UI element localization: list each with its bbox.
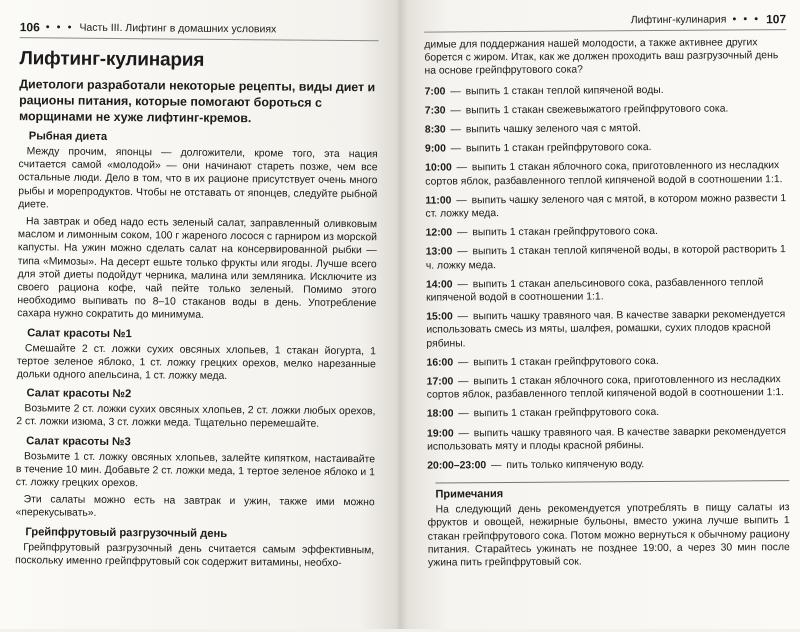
section-heading: Салат красоты №1 bbox=[27, 326, 132, 340]
paragraph: Грейпфрутовый разгрузочный день считается самым эффективным, поскольку именно грейпфрутовый сок содержит витамины, необхо- bbox=[15, 541, 375, 569]
schedule-entry: 8:30 — выпить чашку зеленого чая с мятой. bbox=[424, 123, 641, 136]
notes-heading: Примечания bbox=[435, 480, 789, 500]
left-running-head bbox=[20, 20, 379, 41]
schedule-text: выпить чашку травяного чая. В качестве заварки рекомендуется использовать мяту и плоды красной рябины. bbox=[427, 425, 787, 453]
section-heading: Рыбная диета bbox=[28, 130, 108, 143]
schedule-time: 7:00 bbox=[424, 86, 446, 98]
schedule-text: выпить 1 стакан яблочного сока, приготовленного из несладких сортов яблок, разбавленного теплой кипяченой водой в соотношении 1:1. bbox=[425, 160, 783, 188]
schedule-entry: 20:00–23:00 — пить только кипяченую воду. bbox=[427, 459, 645, 472]
schedule-entry: 17:00 — выпить 1 стакан яблочного сока, приготовленного из несладких сортов яблок, разбавленного теплой кипяченой водой в соотношении 1:1. bbox=[426, 374, 785, 401]
schedule-text: выпить 1 стакан грейпфрутового сока. bbox=[465, 142, 652, 155]
paragraph: Эти салаты можно есть на завтрак и ужин, также ими можно «перекусывать». bbox=[15, 494, 375, 520]
schedule-text: выпить 1 стакан апельсинового сока, разбавленного теплой кипяченой водой в соотношении 1:1. bbox=[426, 277, 764, 304]
right-running-head bbox=[424, 12, 786, 33]
schedule-entry: 15:00 — выпить чашку травяного чая. В качестве заварки рекомендуется использовать смесь из мяты, шалфея, ромашки, сухих плодов красной рябины. bbox=[426, 309, 786, 350]
schedule-entry: 18:00 — выпить 1 стакан грейпфрутового сока. bbox=[426, 407, 660, 421]
paragraph: Между прочим, японцы — долгожители, кроме того, эта нация считается самой «молодой» — они начинают стареть позже, чем все остальные люди. Дело в том, что в их рационе присутствует очень много рыбы и морепродуктов. Чтобы не отставать от японцев, следуйте рыбной диете. bbox=[18, 146, 378, 211]
schedule-time: 9:00 bbox=[424, 143, 446, 155]
schedule-entry: 14:00 — выпить 1 стакан апельсинового сока, разбавленного теплой кипяченой водой в соотношении 1:1. bbox=[425, 277, 764, 304]
notes-paragraph: На следующий день рекомендуется употреблять в пищу салаты из фруктов и овощей, нежирные бульоны, вместо ужина лучше выпить 1 стакан грейпфрутового сока. Потом можно вернуться к обычному рациону питания. Старайтесь ужинать не позднее 19:00, а через 30 мин после ужина пить грейпфрутовый сок. bbox=[427, 502, 790, 569]
schedule-time: 16:00 bbox=[426, 357, 454, 369]
schedule-time: 7:30 bbox=[424, 105, 446, 117]
schedule-time: 14:00 bbox=[425, 279, 453, 291]
schedule-time: 17:00 bbox=[426, 376, 454, 388]
left-page-number: 106 bbox=[19, 20, 40, 35]
right-dots: • • • bbox=[732, 13, 761, 26]
right-running-title: Лифтинг-кулинария bbox=[630, 13, 727, 27]
schedule-text: пить только кипяченую воду. bbox=[506, 459, 645, 472]
schedule-text: выпить 1 стакан свежевыжатого грейпфрутового сока. bbox=[465, 103, 729, 117]
schedule-text: выпить 1 стакан грейпфрутового сока. bbox=[472, 226, 658, 239]
section-heading: Салат красоты №3 bbox=[26, 434, 131, 448]
schedule-text: выпить 1 стакан теплой кипяченой воды, в которой растворить 1 ч. ложку меда. bbox=[425, 244, 786, 272]
schedule-entry: 7:00 — выпить 1 стакан теплой кипяченой воды. bbox=[424, 84, 664, 98]
schedule-entry: 9:00 — выпить 1 стакан грейпфрутового сока. bbox=[424, 142, 652, 155]
schedule-time: 18:00 bbox=[426, 408, 454, 421]
schedule-time: 19:00 bbox=[426, 428, 454, 440]
schedule-entry: 11:00 — выпить чашку зеленого чая с мятой, в котором можно развести 1 ст. ложку меда. bbox=[425, 192, 787, 220]
schedule-entry: 12:00 — выпить 1 стакан грейпфрутового сока. bbox=[425, 226, 658, 239]
left-page bbox=[0, 0, 395, 632]
schedule-text: выпить чашку зеленого чая с мятой, в котором можно развести 1 ст. ложку меда. bbox=[425, 192, 787, 220]
schedule-time: 10:00 bbox=[425, 162, 452, 175]
schedule-time: 8:30 bbox=[424, 124, 446, 136]
chapter-title: Лифтинг-кулинария bbox=[19, 48, 205, 71]
continued-text: димые для поддержания нашей молодости, а также активнее других борется с жиром. Итак, как же должен проходить ваш разгрузочный день на основе грейпфрутового сока? bbox=[424, 37, 779, 78]
schedule-text: выпить 1 стакан яблочного сока, приготовленного из несладких сортов яблок, разбавленного теплой кипяченой водой в соотношении 1:1. bbox=[426, 374, 785, 401]
schedule-entry: 13:00 — выпить 1 стакан теплой кипяченой воды, в которой растворить 1 ч. ложку меда. bbox=[425, 244, 786, 272]
schedule-entry: 10:00 — выпить 1 стакан яблочного сока, приготовленного из несладких сортов яблок, разбавленного теплой кипяченой водой в соотношении 1:1. bbox=[425, 160, 783, 188]
schedule-text: выпить чашку зеленого чая с мятой. bbox=[465, 123, 641, 136]
right-page-number: 107 bbox=[766, 12, 787, 27]
right-page bbox=[402, 0, 800, 632]
schedule-text: выпить 1 стакан грейпфрутового сока. bbox=[473, 355, 659, 369]
paragraph: Смешайте 2 ст. ложки сухих овсяных хлопьев, 1 стакан йогурта, 1 тертое зеленое яблоко, 1 ст. ложку грецких орехов, мелко нарезанные дольки одного апельсина, 1 ст. ложку меда. bbox=[16, 342, 376, 383]
schedule-text: выпить 1 стакан теплой кипяченой воды. bbox=[465, 84, 664, 97]
schedule-text: выпить чашку травяного чая. В качестве заварки рекомендуется использовать смесь из мяты, шалфея, ромашки, сухих плодов красной рябины. bbox=[426, 309, 786, 350]
schedule-time: 15:00 bbox=[426, 311, 453, 323]
left-running-title: Часть III. Лифтинг в домашних условиях bbox=[79, 21, 277, 36]
section-heading: Грейпфрутовый разгрузочный день bbox=[25, 525, 228, 540]
schedule-time: 20:00–23:00 bbox=[427, 460, 487, 472]
schedule-entry: 16:00 — выпить 1 стакан грейпфрутового сока. bbox=[426, 355, 659, 369]
schedule-entry: 7:30 — выпить 1 стакан свежевыжатого грейпфрутового сока. bbox=[424, 103, 729, 117]
paragraph: Возьмите 1 ст. ложку овсяных хлопьев, залейте кипятком, настаивайте в течение 10 мин. Добавьте 2 ст. ложки меда, 1 тертое зеленое яблоко и 1 ст. ложку грецких орехов. bbox=[15, 450, 376, 490]
schedule-text: выпить 1 стакан грейпфрутового сока. bbox=[473, 407, 660, 420]
section-heading: Салат красоты №2 bbox=[26, 387, 132, 401]
schedule-time: 13:00 bbox=[425, 246, 453, 259]
left-dots: • • • bbox=[45, 21, 74, 34]
lead-paragraph: Диетологи разработали некоторые рецепты, виды диет и рационы питания, которые помогают бороться с морщинами не хуже лифтинг-кремов. bbox=[18, 77, 376, 126]
schedule-time: 12:00 bbox=[425, 227, 453, 239]
schedule-time: 11:00 bbox=[425, 195, 452, 207]
schedule-entry: 19:00 — выпить чашку травяного чая. В качестве заварки рекомендуется использовать мяту и плоды красной рябины. bbox=[426, 425, 787, 453]
paragraph: Возьмите 2 ст. ложки сухих овсяных хлопьев, 2 ст. ложки любых орехов, 2 ст. ложки изюма, 3 ст. ложки меда. Тщательно перемешайте. bbox=[16, 403, 376, 431]
paragraph: На завтрак и обед надо есть зеленый салат, заправленный оливковым маслом и лимонным соком, 100 г жареного лосося с гарниром из морской капусты. На ужин можно сделать салат на консервированной рыбки — типа «Мимозы». На десерт ешьте только фрукты или ягоды. Лучше всего для этой диеты подойдут черника, малина или земляника. Исключите из своего рациона кофе, чай пейте только зеленый. Помимо этого необходимо выпивать по 8–10 стаканов воды в день. Употребление сахара нужно сократить до минимума. bbox=[17, 216, 378, 322]
